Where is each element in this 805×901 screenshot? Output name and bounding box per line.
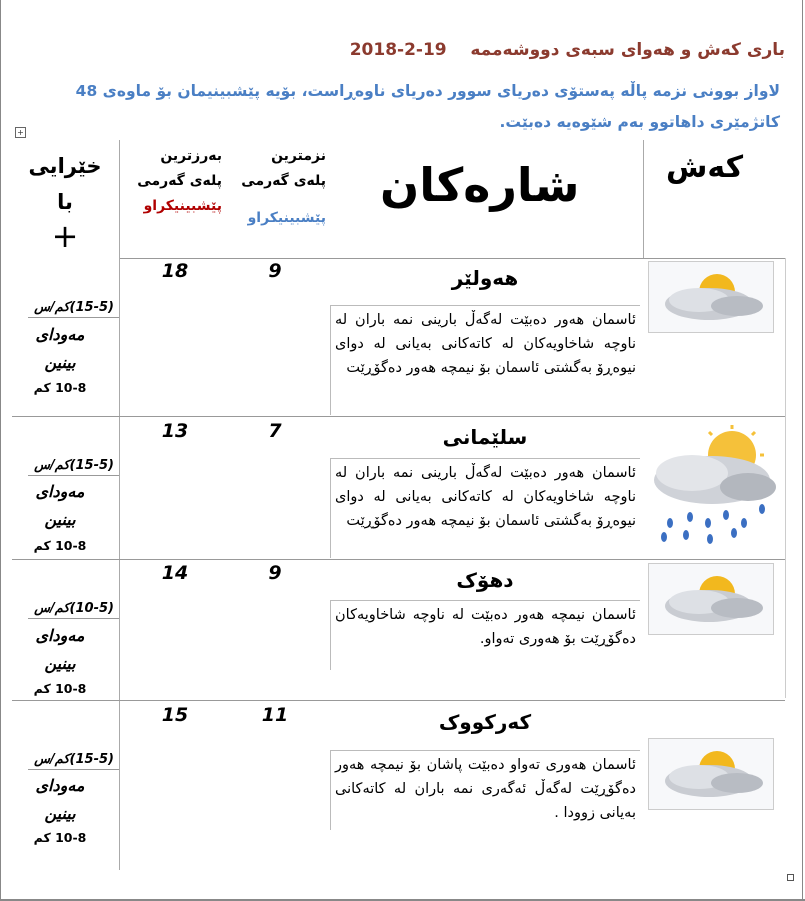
- row-divider: [12, 559, 785, 560]
- header-wind-speed: خێرایی با +: [10, 148, 120, 252]
- visibility-label: مەودای بینین: [35, 325, 85, 372]
- partly-cloudy-icon: [648, 738, 774, 810]
- forecast-subtitle: لاواز بوونی نزمە پاڵە پەستۆی دەریای سوور دەریای ناوەڕاست، بۆیە پێشبینیمان بۆ ماوەی 48 کاتژمێری داهاتوو بەم شێوەیە دەبێت.: [75, 82, 780, 131]
- max-temp-value: 18: [161, 260, 189, 282]
- title-text: باری کەش و هەوای سبەی دووشەممە: [470, 40, 785, 60]
- wind-speed-value: (15-5)کم/س: [34, 458, 114, 473]
- plus-icon: +: [51, 217, 79, 255]
- title-date: 2018-2-19: [349, 40, 447, 60]
- city-name: کەرکووک: [438, 710, 532, 734]
- visibility-label: مەودای بینین: [35, 776, 85, 823]
- forecast-description: ئاسمان هەوری تەواو دەبێت پاشان بۆ نیمچە هەور دەگۆڕێت لەگەڵ ئەگەری نمە باران لە کاتەکانی بەیانی زوودا .: [330, 750, 640, 830]
- forecast-description: ئاسمان هەور دەبێت لەگەڵ بارینی نمە باران لە ناوچە شاخاویەکان لە کاتەکانی بەیانی لە دوای نیوەڕۆ بەگشتی ئاسمان بۆ نیمچە هەور دەگۆڕێت: [330, 458, 640, 558]
- resize-handle[interactable]: [787, 874, 794, 881]
- cell-divider: [28, 317, 119, 318]
- wind-speed-value: (10-5)کم/س: [34, 601, 114, 616]
- forecast-description: ئاسمان نیمچە هەور دەبێت لە ناوچە شاخاویەکان دەگۆڕێت بۆ هەوری تەواو.: [330, 600, 640, 670]
- forecast-description: ئاسمان هەور دەبێت لەگەڵ بارینی نمە باران لە ناوچە شاخاویەکان لە کاتەکانی بەیانی لە دوای نیوەڕۆ بەگشتی ئاسمان بۆ نیمچە هەور دەگۆڕێت: [330, 305, 640, 415]
- visibility-value: 10-8 کم: [33, 380, 87, 395]
- header-max-temp: بەرزترین پلەی گەرمی پێشبینیکراو: [137, 148, 222, 214]
- max-temp-value: 14: [161, 562, 189, 584]
- partly-cloudy-icon: [648, 261, 774, 333]
- row-divider: [12, 700, 785, 701]
- header-cities: شارەکان: [380, 158, 580, 212]
- header-weather: کەش: [666, 150, 744, 185]
- row-divider: [12, 416, 785, 417]
- column-divider: [785, 258, 786, 698]
- max-temp-value: 13: [161, 420, 189, 442]
- table-move-handle-icon[interactable]: +: [15, 127, 26, 138]
- visibility-label: مەودای بینین: [35, 626, 85, 673]
- cell-divider: [28, 769, 119, 770]
- forecast-title: [330, 40, 785, 60]
- cell-divider: [28, 475, 119, 476]
- city-name: سلێمانی: [442, 425, 528, 449]
- visibility-value: 10-8 کم: [33, 830, 87, 845]
- cloud-rain-sun-icon: [650, 425, 778, 547]
- wind-speed-value: (15-5)کم/س: [34, 752, 114, 767]
- cell-divider: [28, 618, 119, 619]
- city-name: هەولێر: [451, 266, 519, 290]
- visibility-value: 10-8 کم: [33, 681, 87, 696]
- partly-cloudy-icon: [648, 563, 774, 635]
- column-divider: [643, 140, 644, 258]
- max-temp-value: 15: [161, 704, 189, 726]
- wind-speed-value: (15-5)کم/س: [34, 300, 114, 315]
- min-temp-value: 7: [268, 420, 282, 442]
- city-name: دهۆک: [456, 568, 514, 592]
- page-border-right: [802, 0, 803, 901]
- row-divider: [120, 258, 785, 259]
- visibility-value: 10-8 کم: [33, 538, 87, 553]
- min-temp-value: 9: [268, 562, 282, 584]
- min-temp-value: 11: [261, 704, 289, 726]
- visibility-label: مەودای بینین: [35, 482, 85, 529]
- header-min-temp: نزمترین پلەی گەرمی پێشبینیکراو: [241, 148, 326, 226]
- min-temp-value: 9: [268, 260, 282, 282]
- page-border-left: [0, 0, 1, 901]
